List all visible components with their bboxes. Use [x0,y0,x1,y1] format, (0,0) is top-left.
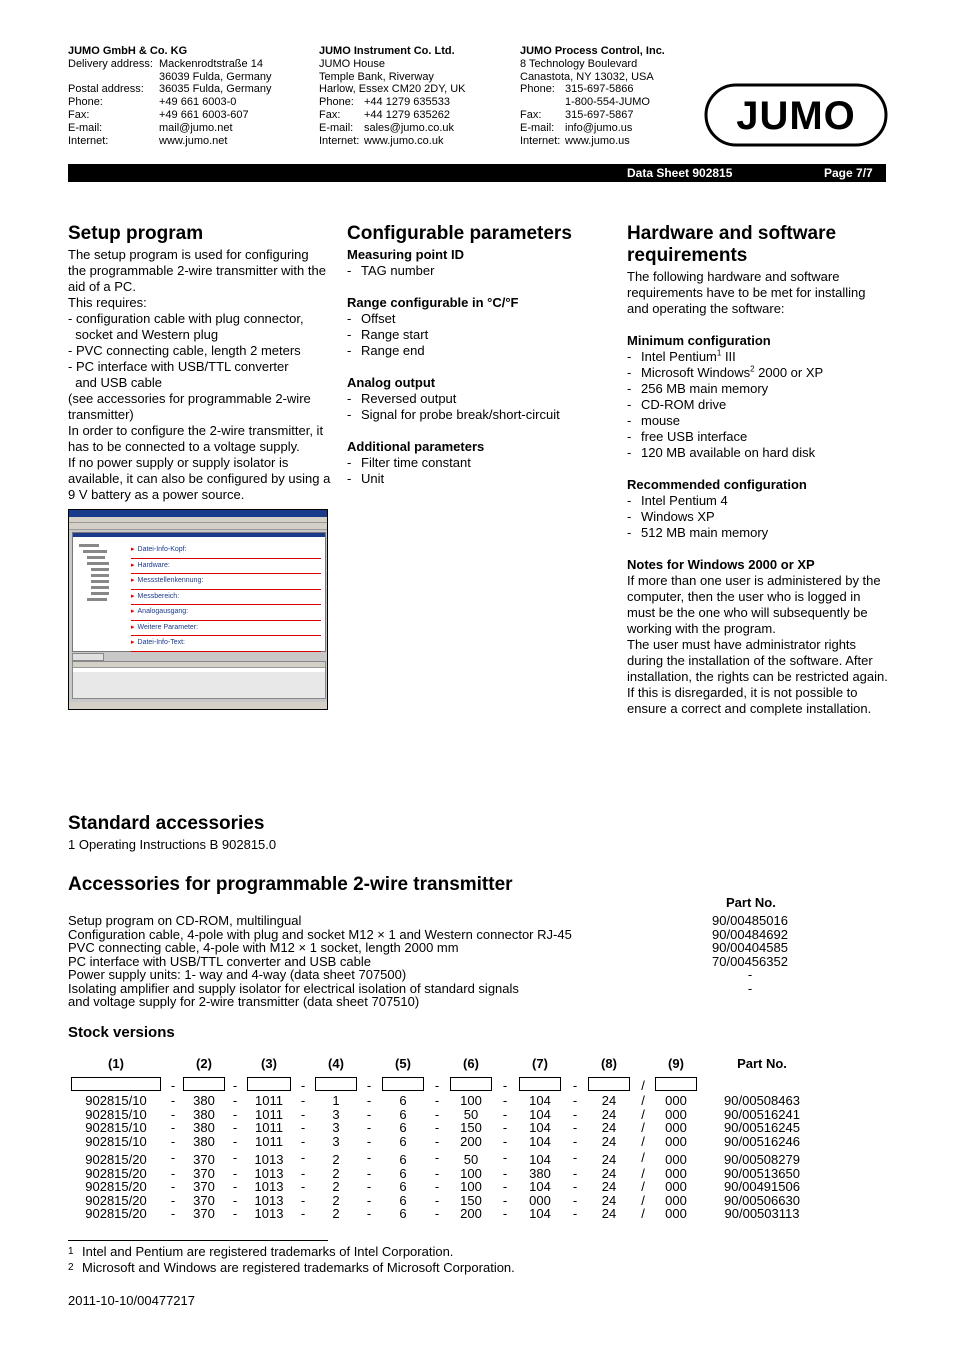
table-row [68,982,790,996]
subheading: Notes for Windows 2000 or XP [627,557,815,572]
code-box [315,1077,357,1091]
stock-code-value: 000 [529,1192,551,1208]
stock-code-value: 24 [601,1152,617,1167]
contact-label: Fax: [68,108,90,121]
text-line: ensure a correct and complete installation. [627,701,872,716]
accessories-table [68,914,790,1009]
stock-code-value: 104 [529,1179,551,1194]
table-row [68,995,790,1009]
contact-row [68,122,308,135]
stock-code-value: 24 [601,1165,617,1181]
stock-code-value: 380 [193,1133,215,1149]
stock-code-value: 100 [460,1165,482,1181]
company-name: JUMO Instrument Co. Ltd. [319,45,455,57]
accessory-part-number: 90/00404585 [712,940,788,955]
footnotes [68,1244,515,1276]
code-box [382,1077,424,1091]
contact-row [68,71,308,84]
stock-code-boxes: - - - - - - - / [68,1077,806,1094]
list-item: - 512 MB main memory [627,525,769,540]
contact-value: +44 1279 635262 [364,108,450,121]
contact-value: 36039 Fulda, Germany [159,70,272,83]
stock-table [68,1057,806,1221]
section-title-line2: requirements [627,245,748,266]
contact-label [520,96,565,109]
text-line: If no power supply or supply isolator is [68,455,289,470]
contact-row [520,122,700,135]
contact-value: Mackenrodtstraße 14 [159,57,263,70]
stock-code-value: 370 [193,1179,215,1194]
section-title: Hardware and software [627,223,837,244]
text-line: If this is disregarded, it is not possible to [627,685,858,700]
contact-value: 1-800-554-JUMO [565,96,650,109]
text-line: socket and Western plug [68,327,219,342]
code-box [519,1077,561,1091]
stock-column-header: (8) [601,1056,617,1071]
contact-row [520,109,700,122]
contact-value: info@jumo.us [565,121,633,134]
stock-code-value: 2 [332,1165,340,1181]
screenshot-entry: ▸ Datei-Info-Text: [131,636,321,652]
table-row [68,914,790,928]
contact-row [319,122,519,135]
accessory-part-number: 90/00485016 [712,913,788,928]
setup-program-screenshot [68,509,328,710]
stock-code-value: 24 [601,1120,617,1135]
contact-label: Internet: [68,134,109,147]
stock-code-value: 6 [399,1165,407,1181]
code-box [588,1077,630,1091]
text-line: transmitter) [68,407,134,422]
stock-code-value: 50 [463,1106,479,1122]
stock-code-value: 902815/10 [85,1133,147,1149]
accessory-part-number: - [747,967,753,982]
accessory-description: Isolating amplifier and supply isolator for electrical isolation of standard signals [68,980,519,996]
stock-code-value: 902815/10 [85,1093,147,1108]
text-line: - configuration cable with plug connector, [68,311,304,326]
stock-code-value: 50 [463,1152,479,1167]
stock-code-value: 104 [529,1152,551,1167]
stock-code-value: 1013 [254,1206,284,1221]
stock-part-number: 90/00508279 [724,1152,800,1167]
footnote [68,1260,515,1276]
text-line: during the installation of the software. After [627,653,873,668]
text-line: - PVC connecting cable, length 2 meters [68,343,301,358]
company-name: JUMO Process Control, Inc. [520,45,665,57]
stock-code-value: 200 [460,1133,482,1149]
stock-code-value: 6 [399,1093,407,1108]
screenshot-entry-label: Messstellenkennung: [137,577,204,584]
accessory-part-number: - [747,980,753,996]
section-title: Standard accessories [68,813,265,834]
stock-code-value: 902815/10 [85,1106,147,1122]
stock-column-header: Part No. [737,1056,787,1071]
accessory-description: PVC connecting cable, 4-pole with M12 × 1 socket, length 2000 mm [68,940,459,955]
code-box [183,1077,225,1091]
stock-code-value: 370 [193,1192,215,1208]
footnote-text: Intel and Pentium are registered trademarks of Intel Corporation. [82,1244,454,1259]
table-row: 902815/20 - 370 - 1013 - 2 - 6 - 100 - 104 - 24 / 000 90/00491506 [68,1180,806,1194]
contact-label: Fax: [520,108,542,121]
subheading: Measuring point ID [347,247,464,262]
list-item: - 256 MB main memory [627,381,769,396]
table-row: 902815/20 - 370 - 1013 - 2 - 6 - 100 - 380 - 24 / 000 90/00513650 [68,1167,806,1181]
logo-text: JUMO [736,94,856,138]
screenshot-entry: ▸ Datei-Info-Kopf: [131,543,321,559]
stock-code-value: 2 [332,1206,340,1221]
stock-part-number: 90/00491506 [724,1179,800,1194]
screenshot-entry: ▸ Hardware: [131,559,321,575]
footnote-rule [68,1240,328,1241]
list-item: - Offset [347,311,396,326]
accessory-description: Configuration cable, 4-pole with plug and socket M12 × 1 and Western connector RJ-45 [68,926,572,942]
accessories-section [68,874,886,896]
company-name: JUMO GmbH & Co. KG [68,45,188,57]
contact-value: www.jumo.net [159,134,228,147]
contact-label [68,71,159,84]
text-line: In order to configure the 2-wire transmitter, it [68,423,324,438]
stock-column-header: (5) [395,1056,411,1071]
address-line: Harlow, Essex CM20 2DY, UK [319,83,466,96]
stock-code-value: 200 [460,1206,482,1221]
stock-code-value: 370 [193,1206,215,1221]
table-row [68,968,790,982]
stock-code-value: 380 [193,1106,215,1122]
table-row: 902815/20 - 370 - 1013 - 2 - 6 - 150 - 000 - 24 / 000 90/00506630 [68,1194,806,1208]
header-col-1 [68,45,308,147]
contact-value: 36035 Fulda, Germany [159,83,272,96]
table-row: 902815/10 - 380 - 1011 - 1 - 6 - 100 - 104 - 24 / 000 90/00508463 [68,1094,806,1108]
stock-code-value: 6 [399,1133,407,1149]
hardware-section [627,223,892,717]
screenshot-entry: ▸ Messstellenkennung: [131,574,321,590]
contact-value: sales@jumo.co.uk [364,121,455,134]
stock-code-value: 000 [665,1152,687,1167]
subheading: Recommended configuration [627,477,807,492]
text-line: The setup program is used for configuring [68,247,309,262]
stock-part-number: 90/00516246 [724,1133,800,1149]
document-id: 2011-10-10/00477217 [68,1293,195,1308]
stock-part-number: 90/00503113 [724,1206,800,1221]
stock-code-value: 902815/20 [85,1179,147,1194]
table-row [68,928,790,942]
contact-label: E-mail: [520,121,555,134]
section-title: Accessories for programmable 2-wire transmitter [68,874,513,895]
stock-code-value: 1013 [254,1179,284,1194]
list-item: - 120 MB available on hard disk [627,445,816,460]
stock-code-value: 6 [399,1179,407,1194]
accessory-description: Setup program on CD-ROM, multilingual [68,913,302,928]
stock-code-value: 104 [529,1106,551,1122]
stock-code-value: 000 [665,1192,687,1208]
list-item: - Intel Pentium$^1$ III [627,348,736,364]
stock-code-value: 902815/20 [85,1165,147,1181]
text-line: (see accessories for programmable 2-wire [68,391,311,406]
stock-code-value: 1011 [255,1106,283,1122]
stock-code-value: 902815/20 [85,1206,147,1221]
datasheet-bar [68,164,886,182]
code-box [71,1077,161,1091]
stock-code-value: 3 [332,1133,340,1149]
stock-part-number: 90/00508463 [724,1093,800,1108]
contact-value: www.jumo.co.uk [364,134,444,147]
stock-code-value: 24 [601,1106,617,1122]
stock-code-value: 000 [665,1093,687,1108]
text-line: available, it can also be configured by using a [68,471,331,486]
stock-column-header: (9) [668,1056,684,1071]
stock-code-value: 24 [601,1206,617,1221]
stock-code-value: 6 [399,1192,407,1208]
header-col-2 [319,45,519,147]
contact-row [520,96,700,109]
list-item: - Range end [347,343,425,358]
stock-part-number: 90/00516245 [724,1120,800,1135]
stock-code-value: 902815/10 [85,1120,147,1135]
address-line: JUMO House [319,57,386,70]
address-line: Temple Bank, Riverway [319,70,434,83]
stock-code-value: 000 [665,1206,687,1221]
table-row: 902815/10 - 380 - 1011 - 3 - 6 - 50 - 104 - 24 / 000 90/00516241 [68,1108,806,1122]
section-title: Configurable parameters [347,223,572,244]
contact-label: Delivery address: [68,57,153,70]
stock-code-value: 1013 [254,1165,284,1181]
list-item: - Windows XP [627,509,715,524]
contact-value: +49 661 6003-607 [159,108,249,121]
screenshot-entry: ▸ Weitere Parameter: [131,621,321,637]
stock-code-value: 1 [332,1093,340,1108]
code-box [655,1077,697,1091]
text-line: installation, the rights can be restricted again. [627,669,888,684]
stock-column-header: (3) [261,1056,277,1071]
stock-code-value: 000 [665,1179,687,1194]
text-line: If more than one user is administered by the [627,573,881,588]
list-item: - Microsoft Windows$^2$ 2000 or XP [627,364,824,380]
text-line: computer, then the user who is logged in [627,589,861,604]
contact-row [319,96,519,109]
stock-column-header: (6) [463,1056,479,1071]
stock-part-number: 90/00513650 [724,1165,800,1181]
contact-label: Phone: [319,96,354,109]
standard-accessories [68,813,568,853]
footnote-number: 1 [68,1246,74,1257]
text-line: The user must have administrator rights [627,637,857,652]
stock-column-header: (4) [328,1056,344,1071]
stock-code-value: 100 [460,1179,482,1194]
contact-row [68,58,308,71]
contact-value: 315-697-5866 [565,83,634,96]
stock-header-row [68,1057,806,1077]
contact-value: +44 1279 635533 [364,96,450,109]
stock-code-value: 150 [460,1120,482,1135]
stock-part-number: 90/00506630 [724,1192,800,1208]
stock-part-number: 90/00516241 [724,1106,800,1122]
text-line: the programmable 2-wire transmitter with the [68,263,326,278]
text-line: The following hardware and software [627,269,840,284]
screenshot-entry-label: Datei-Info-Text: [137,639,185,646]
stock-code-value: 6 [399,1206,407,1221]
stock-code-value: 2 [332,1192,340,1208]
config-section [347,223,617,487]
page-number: Page 7/7 [824,166,873,180]
list-item: - Reversed output [347,391,457,406]
stock-code-value: 6 [399,1120,407,1135]
contact-row [319,135,519,148]
screenshot-entry: ▸ Messbereich: [131,590,321,606]
stock-code-value: 370 [193,1152,215,1167]
list-item: - mouse [627,413,681,428]
table-row [68,955,790,969]
stock-code-value: 3 [332,1106,340,1122]
stock-code-value: 1011 [255,1120,283,1135]
list-item: - Range start [347,327,429,342]
accessory-part-number [710,995,790,1009]
stock-code-value: 1013 [254,1192,284,1208]
contact-row [68,83,308,96]
list-item: - TAG number [347,263,435,278]
contact-value: mail@jumo.net [159,121,233,134]
stock-column-header: (2) [196,1056,212,1071]
contact-row [319,109,519,122]
text-line: - PC interface with USB/TTL converter [68,359,289,374]
partno-header: Part No. [726,895,776,910]
contact-row [520,135,700,148]
stock-code-value: 6 [399,1152,407,1167]
screenshot-entry-label: Messbereich: [137,592,180,600]
stock-code-value: 2 [332,1152,340,1167]
table-row: 902815/20 - 370 - 1013 - 2 - 6 - 200 - 104 - 24 / 000 90/00503113 [68,1207,806,1221]
stock-code-value: 000 [665,1165,687,1181]
section-title: Setup program [68,223,204,244]
text-line: requirements have to be met for installing [627,285,866,300]
stock-code-value: 380 [193,1093,215,1108]
stock-code-value: 6 [399,1106,407,1122]
code-box [247,1077,291,1091]
contact-label: E-mail: [68,121,103,134]
stock-title: Stock versions [68,1024,175,1041]
contact-row [68,96,308,109]
stock-code-value: 150 [460,1192,482,1208]
list-item: - Filter time constant [347,455,471,470]
contact-value: +49 661 6003-0 [159,96,237,109]
list-item: - Unit [347,471,385,486]
standard-accessories-text: 1 Operating Instructions B 902815.0 [68,837,277,852]
text-line: has to be connected to a voltage supply. [68,439,300,454]
contact-value: www.jumo.us [565,134,630,147]
accessory-part-number: 90/00484692 [712,926,788,942]
contact-value: 315-697-5867 [565,108,634,121]
stock-code-value: 104 [529,1206,551,1221]
jumo-logo [704,83,888,147]
stock-code-value: 000 [665,1133,687,1149]
stock-column-header: (7) [532,1056,548,1071]
text-line: must be the one who will subsequently be [627,605,868,620]
contact-label: Postal address: [68,83,144,96]
list-item: - free USB interface [627,429,748,444]
stock-code-value: 000 [665,1106,687,1122]
accessory-description: and voltage supply for 2-wire transmitter (data sheet 707510) [68,994,420,1009]
screenshot-entry-label: Hardware: [137,561,170,569]
accessory-description: PC interface with USB/TTL converter and USB cable [68,953,371,969]
setup-section [68,223,333,503]
stock-code-value: 1011 [255,1133,283,1149]
table-row: 902815/20 - 370 - 1013 - 2 - 6 - 50 - 104 - 24 / 000 90/00508279 [68,1148,806,1167]
list-item: - CD-ROM drive [627,397,727,412]
contact-label: Internet: [319,134,360,147]
stock-code-value: 24 [601,1133,617,1149]
screenshot-entry-label: Weitere Parameter: [137,623,199,631]
contact-row [68,135,308,148]
footnote-text: Microsoft and Windows are registered trademarks of Microsoft Corporation. [82,1260,515,1275]
contact-label: Phone: [68,96,103,109]
contact-row [520,83,700,96]
stock-code-value: 380 [193,1120,215,1135]
contact-label: Internet: [520,134,561,147]
screenshot-entry: ▸ Analogausgang: [131,605,321,621]
contact-row [68,109,308,122]
contact-label: E-mail: [319,121,354,134]
stock-code-value: 1011 [255,1093,283,1108]
stock-code-value: 24 [601,1093,617,1108]
accessory-description: Power supply units: 1- way and 4-way (data sheet 707500) [68,967,407,982]
table-row: 902815/10 - 380 - 1011 - 3 - 6 - 150 - 104 - 24 / 000 90/00516245 [68,1121,806,1135]
text-line: aid of a PC. [68,279,136,294]
stock-code-value: 1013 [254,1152,284,1167]
footnote [68,1244,515,1260]
address-line: Canastota, NY 13032, USA [520,70,654,83]
stock-code-value: 902815/20 [85,1192,147,1208]
text-line: 9 V battery as a power source. [68,487,245,502]
stock-code-value: 2 [332,1179,340,1194]
contact-label: Phone: [520,83,555,96]
code-box [450,1077,492,1091]
subheading: Minimum configuration [627,333,771,348]
stock-code-value: 104 [529,1133,551,1149]
accessory-part-number: 70/00456352 [712,953,788,969]
datasheet-label: Data Sheet 902815 [627,166,733,180]
stock-code-value: 3 [332,1120,340,1135]
stock-code-value: 370 [193,1165,215,1181]
text-line: This requires: [68,295,147,310]
stock-code-value: 000 [665,1120,687,1135]
text-line: and operating the software: [627,301,785,316]
stock-code-value: 104 [529,1120,551,1135]
address-line: 8 Technology Boulevard [520,57,638,70]
stock-code-value: 902815/20 [85,1152,147,1167]
stock-code-value: 100 [460,1093,482,1108]
stock-code-value: 24 [601,1179,617,1194]
stock-code-value: 104 [529,1093,551,1108]
subheading: Range configurable in °C/°F [347,295,519,310]
stock-code-value: 24 [601,1192,617,1208]
screenshot-entry-label: Analogausgang: [137,608,189,615]
screenshot-entry-label: Datei-Info-Kopf: [137,546,187,553]
contact-label: Fax: [319,108,341,121]
subheading: Analog output [347,375,436,390]
text-line: working with the program. [627,621,776,636]
stock-code-value: 380 [529,1165,551,1181]
stock-column-header: (1) [108,1056,124,1071]
subheading: Additional parameters [347,439,485,454]
table-row [68,941,790,955]
list-item: - Signal for probe break/short-circuit [347,407,560,422]
footnote-number: 2 [68,1262,74,1273]
header-col-3 [520,45,700,147]
text-line: and USB cable [68,375,162,390]
list-item: - Intel Pentium 4 [627,493,728,508]
table-row: 902815/10 - 380 - 1011 - 3 - 6 - 200 - 104 - 24 / 000 90/00516246 [68,1135,806,1149]
